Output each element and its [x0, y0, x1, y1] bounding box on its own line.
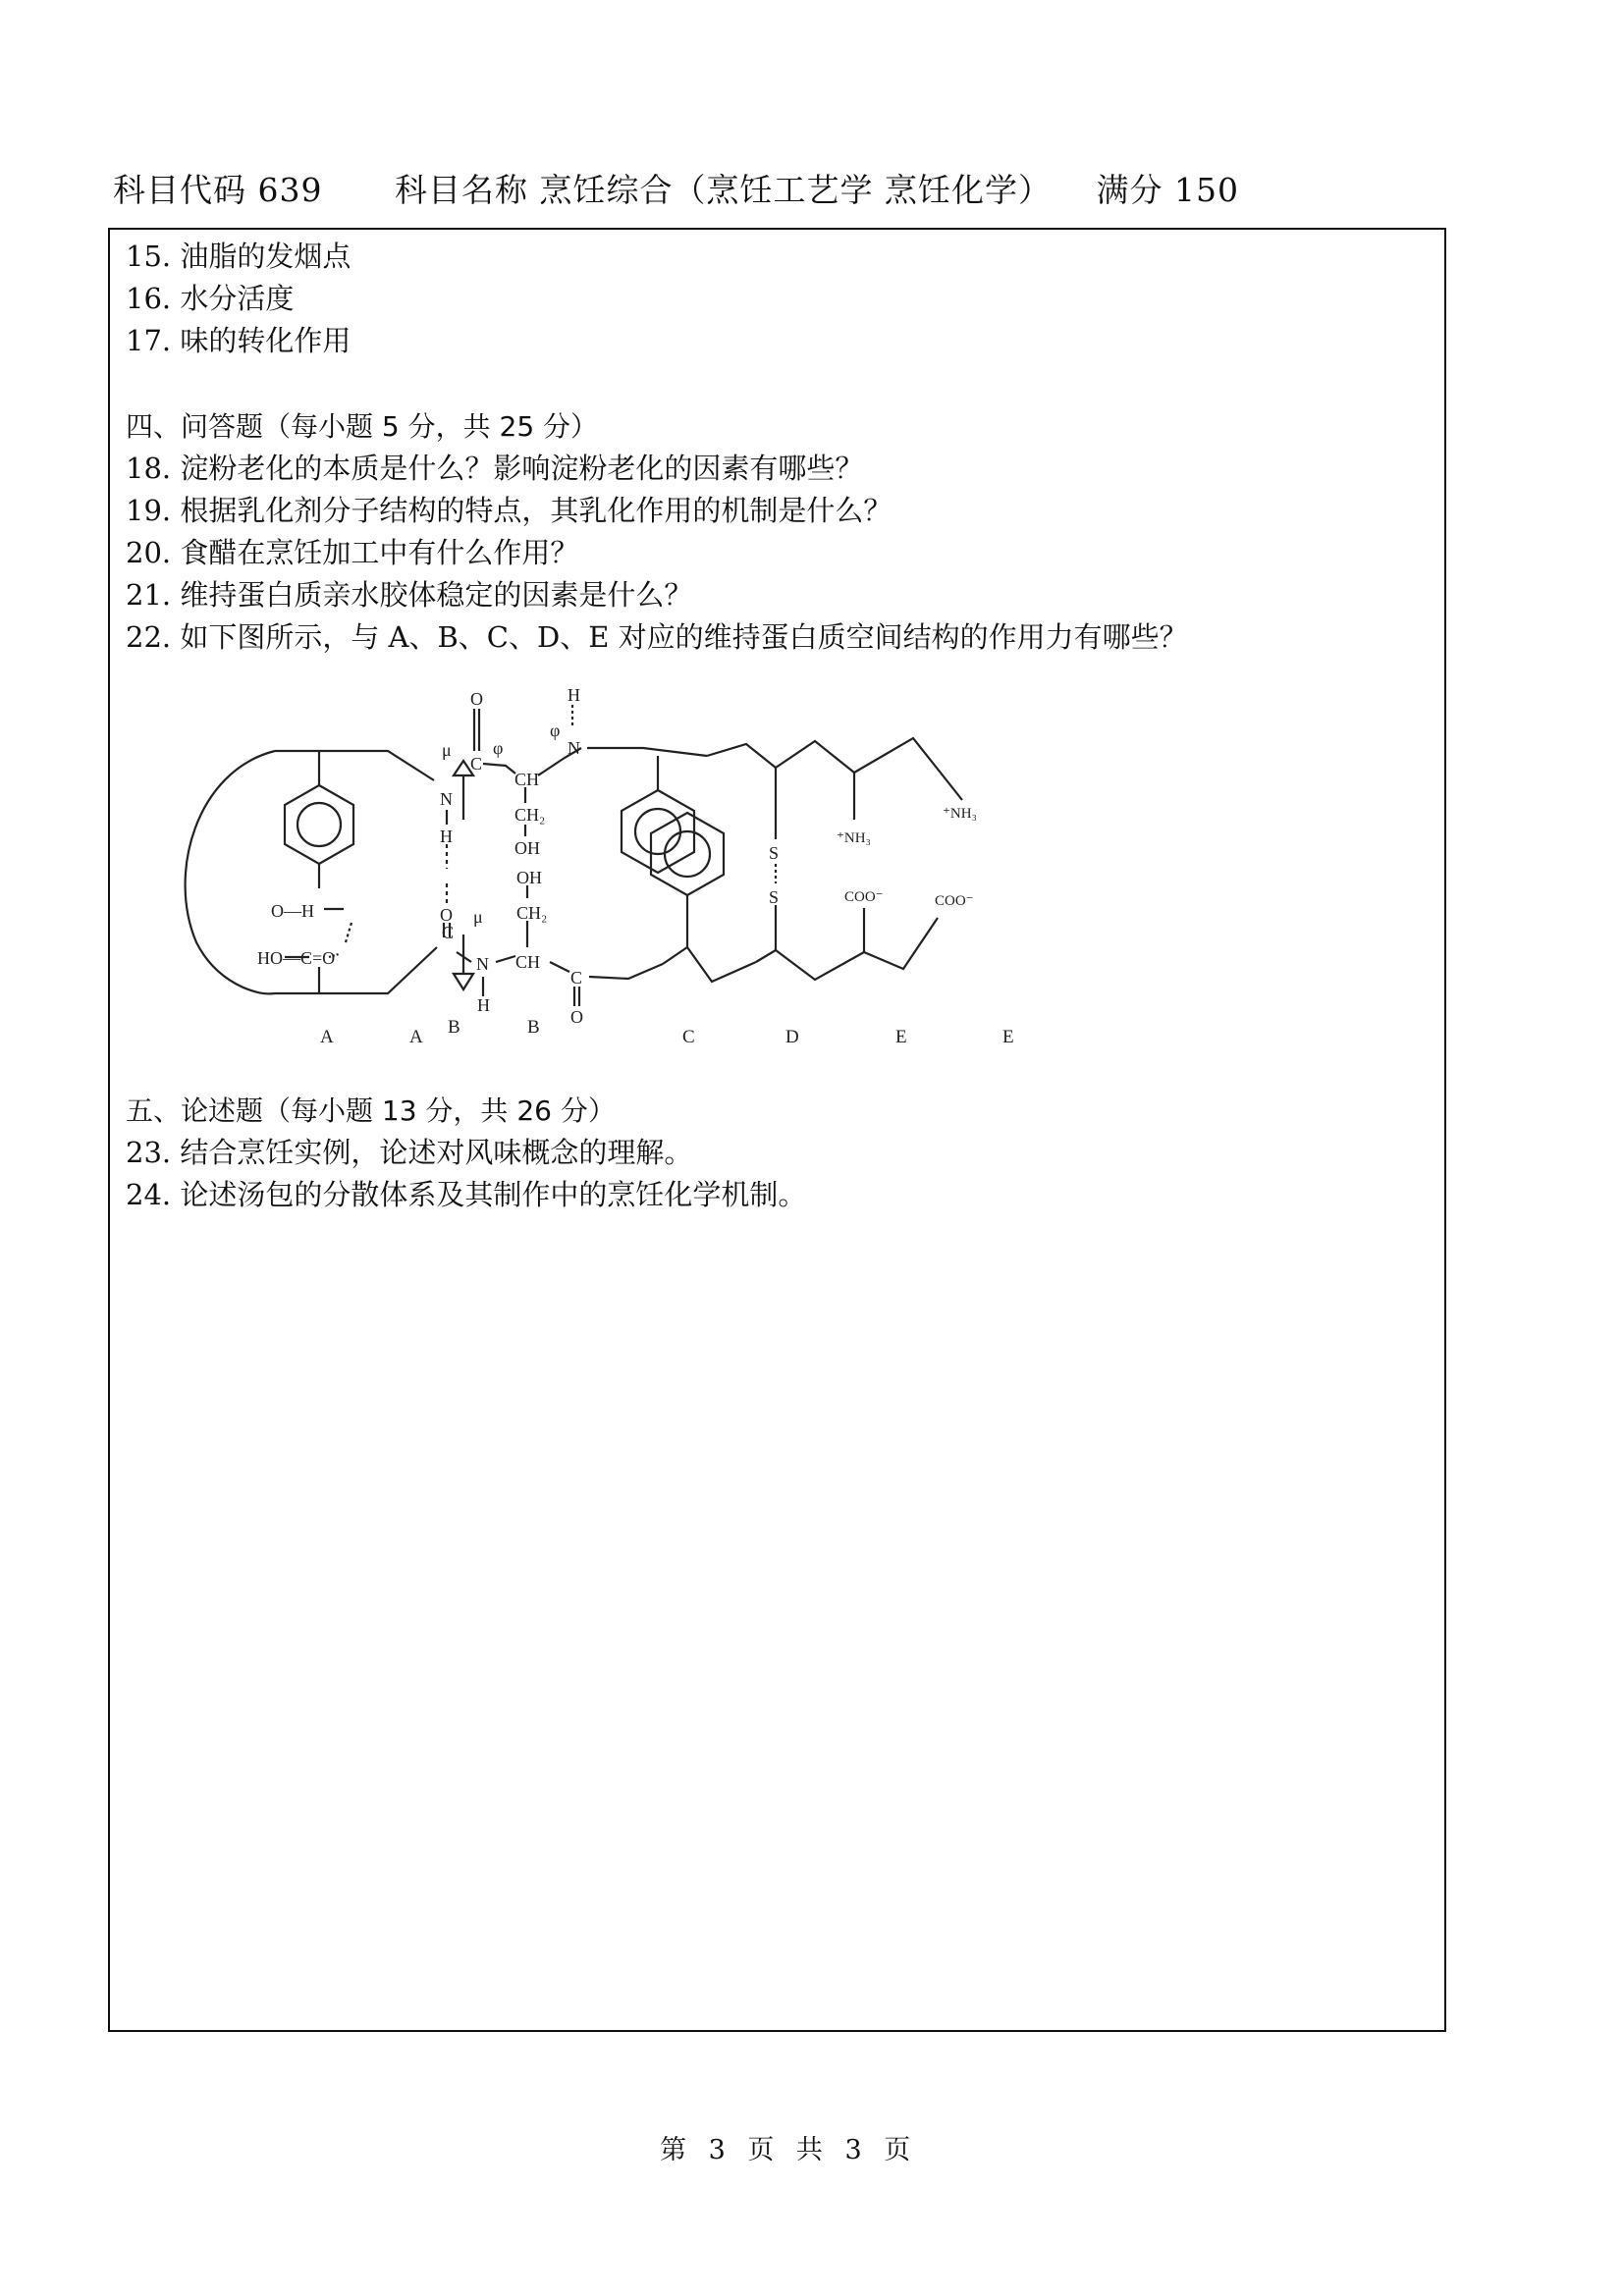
chem-oh-lower: OH	[516, 868, 542, 887]
chem-h: H	[440, 827, 453, 846]
chem-ch-top: CH	[514, 770, 540, 789]
label-d: D	[785, 1027, 799, 1047]
chem-nh3-2: ⁺NH₃	[943, 806, 977, 822]
question-15: 15. 油脂的发烟点	[126, 240, 352, 273]
chem-coo-1: COO⁻	[844, 889, 884, 905]
label-b-1: B	[448, 1017, 460, 1038]
chem-oh-group: O—H	[271, 901, 314, 921]
protein-structure-diagram	[177, 677, 1119, 1050]
chem-ch2-lower: CH₂	[516, 903, 548, 923]
chem-n-lower: N	[476, 954, 489, 974]
chem-c-lower: C	[442, 923, 455, 942]
question-21: 21. 维持蛋白质亲水胶体稳定的因素是什么？	[126, 578, 693, 612]
chem-oh-top: OH	[514, 838, 540, 858]
chem-mu-lower: μ	[473, 907, 483, 927]
section-5	[126, 1090, 806, 1216]
chem-c-top: C	[470, 754, 483, 774]
chem-phi-2: φ	[550, 721, 561, 740]
label-c: C	[682, 1027, 695, 1047]
chem-h-lower: H	[477, 995, 490, 1015]
section-4-title: 四、问答题（每小题 5 分，共 25 分）	[126, 410, 599, 443]
question-20: 20. 食醋在烹饪加工中有什么作用？	[126, 536, 579, 569]
section-5-title: 五、论述题（每小题 13 分，共 26 分）	[126, 1095, 616, 1127]
chem-coo-2: COO⁻	[935, 893, 974, 909]
question-18: 18. 淀粉老化的本质是什么？影响淀粉老化的因素有哪些？	[126, 452, 864, 485]
chem-nh3-1: ⁺NH₃	[837, 830, 871, 846]
chem-phi-1: φ	[493, 738, 504, 758]
page-footer: 第 3 页 共 3 页	[660, 2135, 911, 2165]
question-19: 19. 根据乳化剂分子结构的特点，其乳化作用的机制是什么？	[126, 494, 893, 527]
chem-n: N	[440, 789, 453, 809]
chem-mu-upper: μ	[442, 740, 452, 760]
label-b-2: B	[527, 1017, 540, 1038]
chem-n-top: N	[568, 738, 580, 758]
chem-s-1: S	[769, 843, 780, 863]
question-23: 23. 结合烹饪实例，论述对风味概念的理解。	[126, 1136, 693, 1169]
label-a-1: A	[320, 1027, 334, 1047]
chem-c-carbonyl: C	[570, 968, 583, 988]
label-e-1: E	[895, 1027, 907, 1047]
chem-o: O	[440, 905, 453, 925]
question-content	[126, 236, 1188, 659]
chem-ch2-top: CH₂	[514, 805, 546, 825]
chem-o-carbonyl: O	[570, 1007, 583, 1027]
chem-carboxyl: HO—C=O	[257, 948, 336, 968]
label-e-2: E	[1002, 1027, 1014, 1047]
chem-s-2: S	[769, 887, 780, 907]
question-22: 22. 如下图所示，与 A、B、C、D、E 对应的维持蛋白质空间结构的作用力有哪些？	[126, 620, 1188, 654]
question-17: 17. 味的转化作用	[126, 324, 352, 357]
chem-ch-lower: CH	[515, 952, 541, 972]
subject-name: 科目名称 烹饪综合（烹饪工艺学 烹饪化学）	[394, 171, 1052, 209]
question-16: 16. 水分活度	[126, 282, 295, 315]
question-24: 24. 论述汤包的分散体系及其制作中的烹饪化学机制。	[126, 1178, 807, 1211]
exam-header	[113, 165, 1239, 211]
full-score: 满分 150	[1096, 171, 1239, 209]
label-a-2: A	[409, 1027, 423, 1047]
chem-o-top: O	[470, 689, 483, 709]
subject-code: 科目代码 639	[113, 171, 323, 209]
chem-h-top: H	[568, 685, 580, 705]
